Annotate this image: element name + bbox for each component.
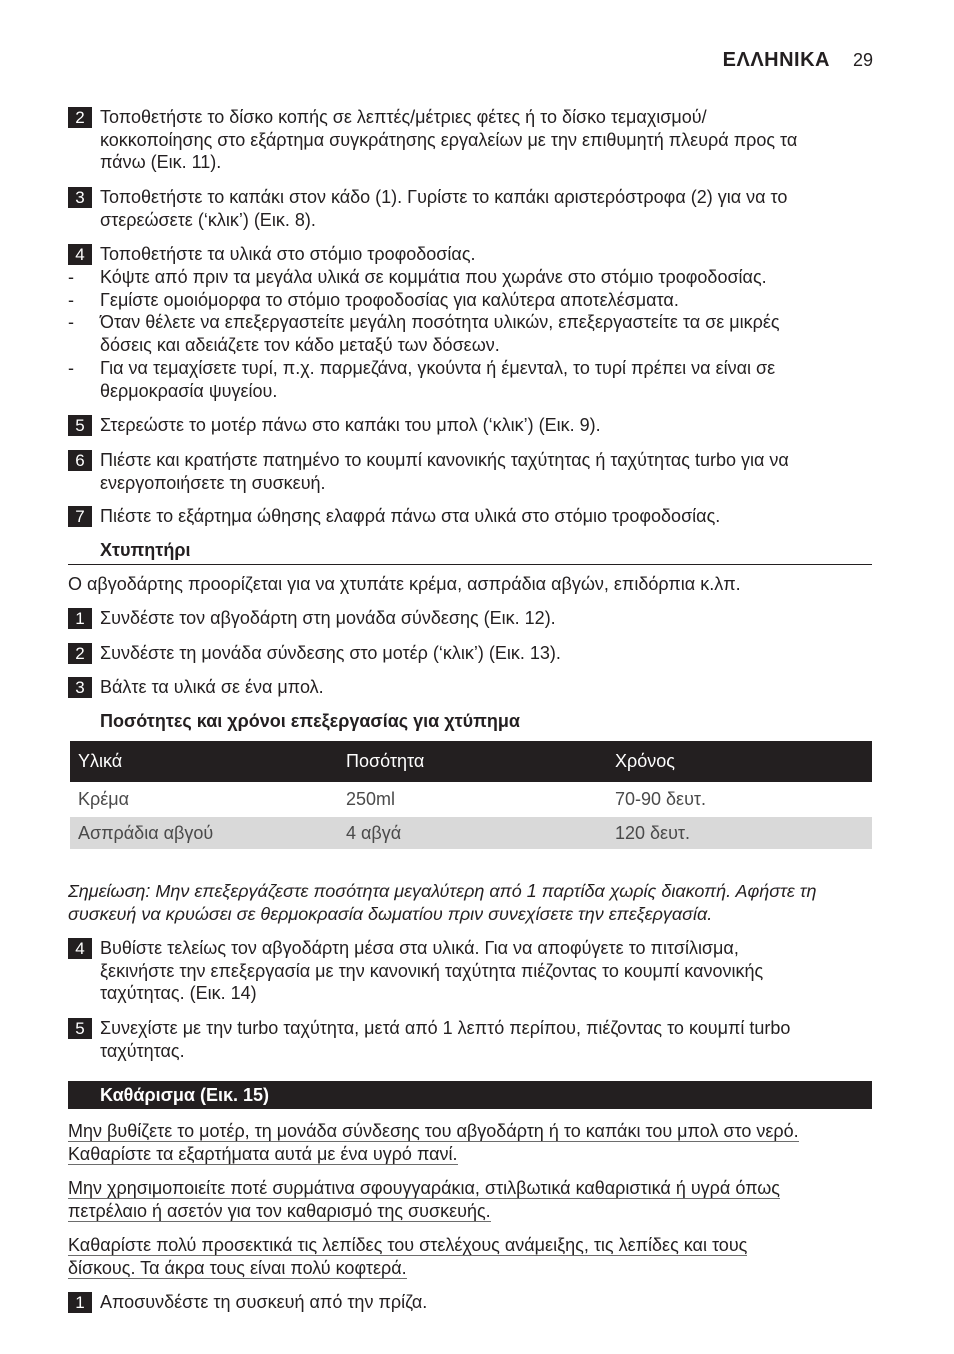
warning-text: πετρέλαιο ή ασετόν για τον καθαρισμό της συσκευής. xyxy=(68,1200,491,1221)
step-text xyxy=(100,642,561,665)
step-text xyxy=(100,676,324,699)
list-item-line: Κόψτε από πριν τα μεγάλα υλικά σε κομμάτια που χωράνε στο στόμιο τροφοδοσίας. xyxy=(100,267,767,287)
section-heading-text: Καθάρισμα (Εικ. 15) xyxy=(100,1085,270,1105)
step-line: Τοποθετήστε το καπάκι στον κάδο (1). Γυρίστε το καπάκι αριστερόστροφα (2) για να το xyxy=(100,187,788,207)
step-line: Συνεχίστε με την turbo ταχύτητα, μετά από 1 λεπτό περίπου, πιέζοντας το κουμπί turbo xyxy=(100,1018,791,1038)
warning-text: Μην χρησιμοποιείτε ποτέ συρμάτινα σφουγγαράκια, στιλβωτικά καθαριστικά ή υγρά όπως xyxy=(68,1178,780,1198)
list-item-line: Όταν θέλετε να επεξεργαστείτε μεγάλη ποσότητα υλικών, επεξεργαστείτε τα σε μικρές xyxy=(100,312,780,333)
whisk-quantities-table xyxy=(70,741,872,849)
table-cell: Ασπράδια αβγού xyxy=(70,817,338,849)
step-text xyxy=(100,1017,790,1062)
bullet-dash: - xyxy=(68,357,74,378)
table-cell: 4 αβγά xyxy=(338,817,607,849)
section-heading-cleaning xyxy=(68,1081,872,1109)
warning-line xyxy=(68,1120,799,1143)
step-4-tips-list xyxy=(68,266,872,402)
step-text xyxy=(100,1291,427,1314)
section-heading-whisk: Χτυπητήρι xyxy=(100,540,191,560)
table-row xyxy=(70,817,872,849)
step-number-badge: 4 xyxy=(68,938,92,959)
note xyxy=(68,880,816,925)
note-line: συσκευή να κρυώσει σε θερμοκρασία δωματίου πριν συνεχίσετε την επεξεργασία. xyxy=(68,903,713,924)
step-number-badge: 5 xyxy=(68,415,92,436)
warning-line xyxy=(68,1177,780,1200)
step-number-badge: 1 xyxy=(68,1292,92,1313)
step-line: Τοποθετήστε το δίσκο κοπής σε λεπτές/μέτριες φέτες ή το δίσκο τεμαχισμού/ xyxy=(100,107,707,127)
warning-text: Καθαρίστε τα εξαρτήματα αυτά με ένα υγρό πανί. xyxy=(68,1143,458,1164)
list-item xyxy=(68,289,872,312)
table-header-cell: Χρόνος xyxy=(607,741,872,782)
note-line: Σημείωση: Μην επεξεργάζεστε ποσότητα μεγαλύτερη από 1 παρτίδα χωρίς διακοπή. Αφήστε τη xyxy=(68,881,817,901)
step-number-badge: 5 xyxy=(68,1018,92,1039)
step-text xyxy=(100,106,797,174)
section-divider xyxy=(68,564,872,565)
whisk-intro xyxy=(68,573,741,596)
warning-text: δίσκους. Τα άκρα τους είναι πολύ κοφτερά. xyxy=(68,1257,407,1278)
step-line: Πιέστε και κρατήστε πατημένο το κουμπί κανονικής ταχύτητας ή ταχύτητας turbo για να xyxy=(100,450,789,470)
step-line: Συνδέστε τον αβγοδάρτη στη μονάδα σύνδεσης (Εικ. 12). xyxy=(100,608,556,628)
warning-line xyxy=(68,1200,780,1223)
list-item-line: θερμοκρασία ψυγείου. xyxy=(100,380,278,401)
step-line: ταχύτητας. (Εικ. 14) xyxy=(100,983,257,1004)
list-item xyxy=(68,357,872,402)
step-number-badge: 7 xyxy=(68,506,92,527)
step-line: Τοποθετήστε τα υλικά στο στόμιο τροφοδοσίας. xyxy=(100,244,476,264)
warning-line xyxy=(68,1234,747,1257)
table-header-cell: Υλικά xyxy=(70,741,338,782)
step-number-badge: 6 xyxy=(68,450,92,471)
step-line: Αποσυνδέστε τη συσκευή από την πρίζα. xyxy=(100,1292,428,1312)
bullet-dash: - xyxy=(68,267,74,287)
list-item-line: Γεμίστε ομοιόμορφα το στόμιο τροφοδοσίας για καλύτερα αποτελέσματα. xyxy=(100,289,679,310)
table-row xyxy=(70,782,872,817)
table-cell: 70-90 δευτ. xyxy=(607,782,872,817)
step-text xyxy=(100,186,787,231)
step-number-badge: 1 xyxy=(68,608,92,629)
warning-text: Μην βυθίζετε το μοτέρ, τη μονάδα σύνδεσης του αβγοδάρτη ή το καπάκι του μπολ στο νερό. xyxy=(68,1121,799,1141)
cleaning-warning xyxy=(68,1177,780,1222)
step-line: Πιέστε το εξάρτημα ώθησης ελαφρά πάνω στα υλικά στο στόμιο τροφοδοσίας. xyxy=(100,506,721,526)
step-number-badge: 3 xyxy=(68,187,92,208)
table-header-cell: Ποσότητα xyxy=(338,741,607,782)
page-number: 29 xyxy=(853,50,874,70)
bullet-dash: - xyxy=(68,312,74,333)
table-cell: Κρέμα xyxy=(70,782,338,817)
list-item-line: δόσεις και αδειάζετε τον κάδο μεταξύ των δόσεων. xyxy=(100,335,500,356)
warning-line xyxy=(68,1257,747,1280)
step-text xyxy=(100,937,763,1005)
step-number-badge: 3 xyxy=(68,677,92,698)
cleaning-warning xyxy=(68,1234,747,1279)
step-number-badge: 2 xyxy=(68,643,92,664)
step-line: Βυθίστε τελείως τον αβγοδάρτη μέσα στα υλικά. Για να αποφύγετε το πιτσίλισμα, xyxy=(100,938,739,958)
list-item xyxy=(68,311,872,356)
warning-text: Καθαρίστε πολύ προσεκτικά τις λεπίδες του στελέχους ανάμειξης, τις λεπίδες και τους xyxy=(68,1235,748,1255)
step-text xyxy=(100,607,556,630)
warning-line xyxy=(68,1143,799,1166)
step-line: Στερεώστε το μοτέρ πάνω στο καπάκι του μπολ (‘κλικ’) (Εικ. 9). xyxy=(100,415,601,435)
step-text xyxy=(100,505,720,528)
step-number-badge: 4 xyxy=(68,244,92,265)
step-line: πάνω (Εικ. 11). xyxy=(100,152,222,173)
cleaning-warning xyxy=(68,1120,799,1165)
step-line: ξεκινήστε την επεξεργασία με την κανονική ταχύτητα πιέζοντας το κουμπί κανονικής xyxy=(100,960,764,981)
table-title: Ποσότητες και χρόνοι επεξεργασίας για χτύπημα xyxy=(100,711,520,731)
page-language-label: ΕΛΛΗΝΙΚΑ xyxy=(722,49,830,71)
step-line: ενεργοποιήσετε τη συσκευή. xyxy=(100,472,326,493)
step-line: Βάλτε τα υλικά σε ένα μπολ. xyxy=(100,677,324,697)
table-header-row xyxy=(70,741,872,782)
step-line: ταχύτητας. xyxy=(100,1040,185,1061)
step-text xyxy=(100,449,789,494)
step-text xyxy=(100,414,601,437)
step-text xyxy=(100,243,476,266)
step-line: Συνδέστε τη μονάδα σύνδεσης στο μοτέρ (‘κλικ’) (Εικ. 13). xyxy=(100,643,561,663)
list-item-line: Για να τεμαχίσετε τυρί, π.χ. παρμεζάνα, γκούντα ή έμενταλ, το τυρί πρέπει να είναι σε xyxy=(100,357,776,378)
step-line: κοκκοποίησης στο εξάρτημα συγκράτησης εργαλείων με την επιθυμητή πλευρά προς τα xyxy=(100,129,798,150)
list-item xyxy=(68,266,872,289)
bullet-dash: - xyxy=(68,289,74,310)
intro-line: Ο αβγοδάρτης προορίζεται για να χτυπάτε κρέμα, ασπράδια αβγών, επιδόρπια κ.λπ. xyxy=(68,574,741,594)
step-line: στερεώσετε (‘κλικ’) (Εικ. 8). xyxy=(100,209,316,230)
step-number-badge: 2 xyxy=(68,107,92,128)
table-cell: 120 δευτ. xyxy=(607,817,872,849)
table-cell: 250ml xyxy=(338,782,607,817)
